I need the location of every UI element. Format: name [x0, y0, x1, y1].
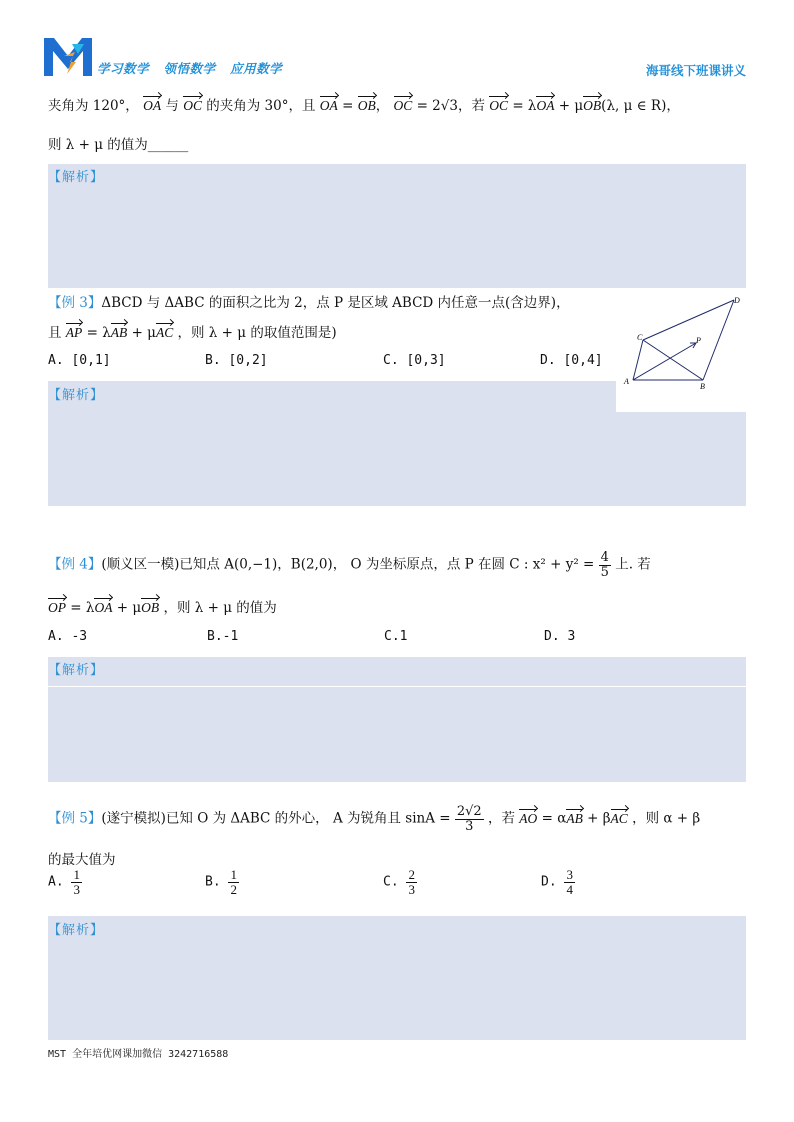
header-slogan: 学习数学 领悟数学 应用数学 [97, 61, 283, 76]
point-p-label: P [696, 336, 701, 345]
q5-fraction: $\frac{2√2}{3}$ [456, 804, 482, 834]
logo [42, 34, 94, 78]
q5-option-c[interactable]: C. $\frac{2}{3}$ [383, 867, 415, 897]
answer-box-q5 [48, 916, 746, 1040]
jiexi-label-q5: 【解析】 [48, 923, 105, 938]
segment-ap [633, 343, 696, 380]
jiexi-label-q3: 【解析】 [48, 388, 105, 403]
point-d-label: D [734, 296, 740, 305]
q4-option-b[interactable]: B.-1 [207, 629, 239, 644]
jiexi-label-q4: 【解析】 [48, 663, 105, 678]
q5-line2: 的最大值为 [48, 852, 116, 868]
q4-option-c[interactable]: C.1 [384, 629, 408, 644]
logo-mark-icon [42, 34, 94, 78]
q3-figure [616, 288, 746, 412]
q3-option-b[interactable]: B. [0,2] [205, 353, 268, 368]
q3-line2: 且 AP = λAB + μAC ，则 λ + μ 的取值范围是) [48, 325, 337, 341]
segment-ac [633, 340, 643, 380]
jiexi-label-q2: 【解析】 [48, 170, 105, 185]
q4-option-d[interactable]: D. 3 [544, 629, 576, 644]
answer-box-q2 [48, 164, 746, 288]
quadrilateral-diagram [616, 288, 746, 412]
q5-option-a[interactable]: A. $\frac{1}{3}$ [48, 867, 80, 897]
q3-line1: 【例 3】ΔBCD 与 ΔABC 的面积之比为 2，点 P 是区域 ABCD 内任意一点(含边界)， [48, 295, 570, 311]
header-title: 海哥线下班课讲义 [645, 63, 746, 78]
q5-label: 【例 5】 [48, 810, 102, 827]
answer-box-q4-divider [48, 686, 746, 687]
point-b-label: B [700, 382, 705, 391]
q3-option-c[interactable]: C. [0,3] [383, 353, 446, 368]
q4-option-a[interactable]: A. -3 [48, 629, 88, 644]
point-c-label: C [637, 333, 643, 342]
q3-option-a[interactable]: A. [0,1] [48, 353, 111, 368]
q3-option-d[interactable]: D. [0,4] [540, 353, 603, 368]
q4-fraction: $\frac{4}{5}$ [600, 550, 609, 580]
q2-line2: 则 λ + μ 的值为______ [48, 137, 189, 153]
point-a-label: A [624, 377, 629, 386]
q4-label: 【例 4】 [48, 556, 102, 573]
q4-line1: 【例 4】(顺义区一模)已知点 A(0,−1)，B(2,0)， O 为坐标原点，点 P 在圆 C : x² + y² = $\frac{4}{5}$ 上. 若 [48, 550, 651, 580]
q5-option-d[interactable]: D. $\frac{3}{4}$ [541, 867, 573, 897]
q4-line2: OP = λOA + μOB ，则 λ + μ 的值为 [48, 600, 277, 616]
q5-option-b[interactable]: B. $\frac{1}{2}$ [205, 867, 237, 897]
q2-line1: 夹角为 120°， OA 与 OC 的夹角为 30°，且 OA = OB， OC = 2√3，若 OC = λOA + μOB(λ, μ ∈ R)， [48, 98, 680, 114]
q5-line1: 【例 5】(遂宁模拟)已知 O 为 ΔABC 的外心， A 为锐角且 sinA = $\frac{2√2}{3}$ ，若 AO = αAB + βAC ，则 α + β [48, 804, 701, 834]
answer-box-q4 [48, 657, 746, 782]
footer-text: MST 全年培优网课加微信 3242716588 [48, 1049, 229, 1060]
q3-label: 【例 3】 [48, 295, 102, 311]
